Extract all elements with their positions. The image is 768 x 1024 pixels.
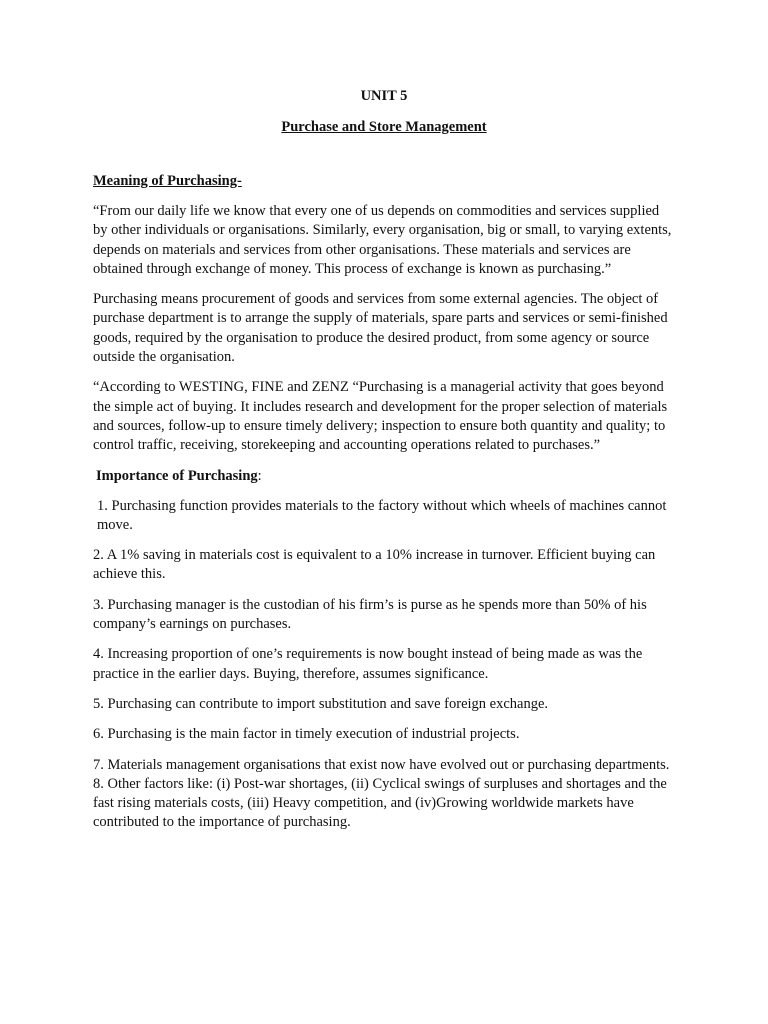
- meaning-paragraph-2: Purchasing means procurement of goods and services from some external agencies. The object of purchase department is to arrange the supply of materials, spare parts and services or semi-finished goods, required by the organisation to produce the desired product, from some agency or source outside the organisation.: [93, 291, 668, 366]
- document-title: Purchase and Store Management: [281, 119, 487, 135]
- importance-heading: [93, 467, 675, 486]
- importance-heading-colon: :: [257, 467, 262, 484]
- importance-heading-text: Importance of Purchasing: [96, 467, 258, 484]
- meaning-heading: Meaning of Purchasing-: [93, 173, 242, 189]
- importance-point-6: 6. Purchasing is the main factor in timely execution of industrial projects.: [93, 726, 520, 743]
- importance-point-1: 1. Purchasing function provides materials to the factory without which wheels of machines cannot move.: [97, 497, 667, 533]
- meaning-paragraph-3: “According to WESTING, FINE and ZENZ “Purchasing is a managerial activity that goes beyond the simple act of buying. It includes research and development for the proper selection of materials and sources, follow-up to ensure timely delivery; inspection to ensure both quantity and quality; to control traffic, receiving, storekeeping and accounting operations related to purchases.”: [93, 379, 668, 454]
- unit-title: UNIT 5: [360, 88, 408, 104]
- importance-point-3: 3. Purchasing manager is the custodian of his firm’s is purse as he spends more than 50% of his company’s earnings on purchases.: [93, 596, 647, 633]
- importance-point-2: 2. A 1% saving in materials cost is equivalent to a 10% increase in turnover. Efficient buying can achieve this.: [93, 547, 656, 583]
- importance-point-7: 7. Materials management organisations that exist now have evolved out or purchasing departments. 8. Other factors like: (i) Post-war shortages, (ii) Cyclical swings of surpluses and shortages and the fast rising materials costs, (iii) Heavy competition, and (iv)Growing worldwide markets have contributed to the importance of purchasing.: [93, 756, 670, 831]
- importance-point-5: 5. Purchasing can contribute to import substitution and save foreign exchange.: [93, 695, 549, 712]
- meaning-paragraph-1: “From our daily life we know that every one of us depends on commodities and services supplied by other individuals or organisations. Similarly, every organisation, big or small, to varying extents, depends on materials and services from other organisations. These materials and services are obtained through exchange of money. This process of exchange is known as purchasing.”: [93, 203, 672, 277]
- importance-point-4: 4. Increasing proportion of one’s requirements is now bought instead of being made as was the practice in the earlier days. Buying, therefore, assumes significance.: [93, 646, 643, 682]
